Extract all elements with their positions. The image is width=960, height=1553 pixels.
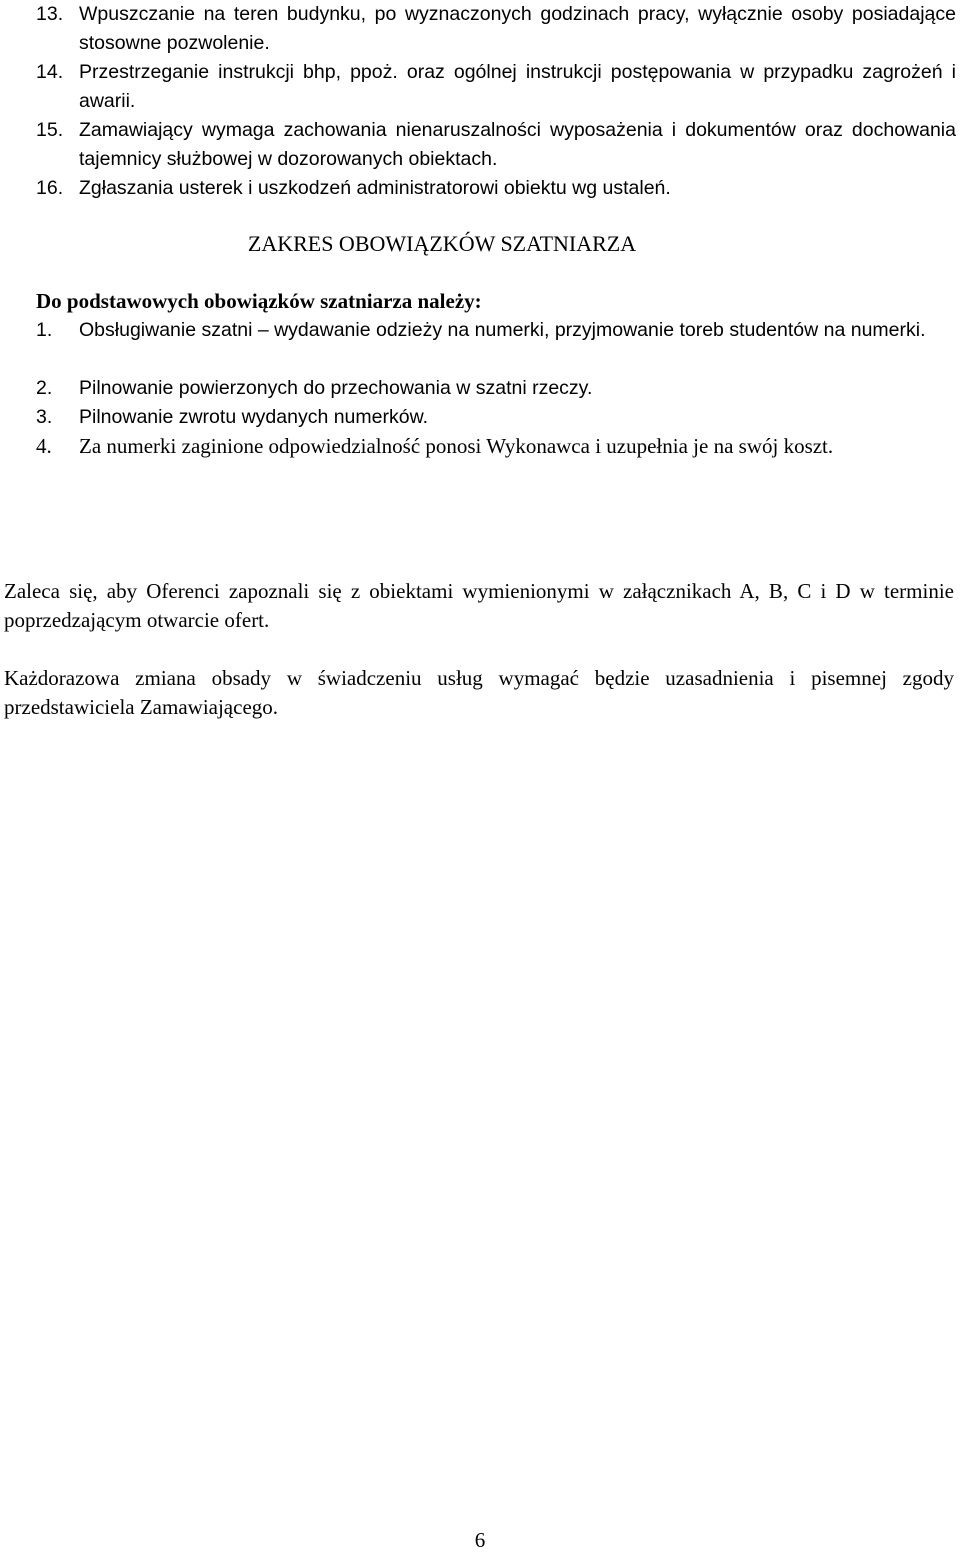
duty-item-2 [36,374,956,403]
list-item-number: 14. [36,61,64,83]
list-item-number: 13. [36,3,64,25]
list-item-13 [36,0,956,58]
page-number: 6 [474,1528,486,1552]
list-item-number: 15. [36,119,64,141]
list-item-text: Przestrzeganie instrukcji bhp, ppoż. oraz ogólnej instrukcji postępowania w przypadku zagrożeń i awarii. [79,61,956,112]
list-item-text: Zamawiający wymaga zachowania nienaruszalności wyposażenia i dokumentów oraz dochowania tajemnicy służbowej w dozorowanych obiektach. [79,119,956,170]
list-item-16 [36,174,956,203]
list-item-text: Pilnowanie zwrotu wydanych numerków. [79,406,429,428]
duty-item-3 [36,403,956,432]
list-item-text: Obsługiwanie szatni – wydawanie odzieży na numerki, przyjmowanie toreb studentów na numerki. [79,319,926,341]
list-item-text: Zgłaszania usterek i uszkodzeń administratorowi obiektu wg ustaleń. [79,177,671,199]
list-item-number: 16. [36,177,64,199]
list-item-number: 4. [36,434,52,458]
list-item-15 [36,116,956,174]
list-item-number: 2. [36,377,53,399]
paragraph-offer-visit: Zaleca się, aby Oferenci zapoznali się z obiektami wymienionymi w załącznikach A, B, C i D w terminie poprzedzającym otwarcie ofert. [4,579,954,632]
list-item-14 [36,58,956,116]
section-title: ZAKRES OBOWIĄZKÓW SZATNIARZA [247,231,637,256]
list-item-text: Za numerki zaginione odpowiedzialność ponosi Wykonawca i uzupełnia je na swój koszt. [79,434,834,458]
list-item-text: Wpuszczanie na teren budynku, po wyznaczonych godzinach pracy, wyłącznie osoby posiadające stosowne pozwolenie. [79,3,956,54]
paragraph-staff-change: Każdorazowa zmiana obsady w świadczeniu usług wymagać będzie uzasadnienia i pisemnej zgody przedstawiciela Zamawiającego. [4,666,954,719]
list-item-text: Pilnowanie powierzonych do przechowania w szatni rzeczy. [79,377,593,399]
list-item-number: 1. [36,319,53,341]
section-lead: Do podstawowych obowiązków szatniarza należy: [36,289,482,313]
list-item-number: 3. [36,406,53,428]
duty-item-4 [36,432,956,461]
duty-item-1 [36,316,956,345]
